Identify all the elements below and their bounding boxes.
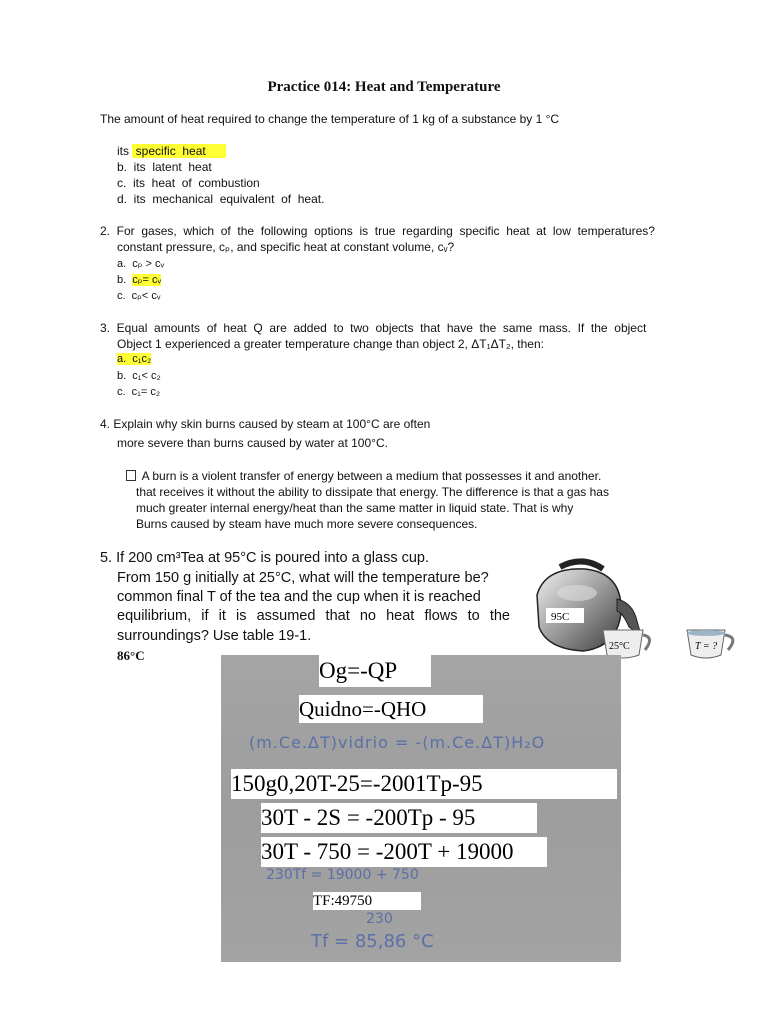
q1-option-a-prefix: its	[117, 144, 133, 158]
q1-option-d: d. its mechanical equivalent of heat.	[117, 192, 325, 206]
q4-answer-line1-text: A burn is a violent transfer of energy between a medium that possesses it and another.	[139, 469, 602, 483]
work-box-2: Quidno=-QHO	[299, 695, 483, 723]
q5-line2: From 150 g initially at 25°C, what will the temperature be?	[117, 570, 489, 586]
q4-answer-line4: Burns caused by steam have much more severe consequences.	[136, 517, 478, 531]
q5-line3: common final T of the tea and the cup when it is reached	[117, 589, 481, 605]
q3-line1: 3. Equal amounts of heat Q are added to two objects that have the same mass. If the object	[100, 321, 647, 335]
work-handwritten-2: 230Tf = 19000 + 750	[266, 867, 419, 883]
q4-answer-line1	[126, 469, 601, 483]
q5-answer: 86°C	[117, 648, 145, 663]
q3-option-a-highlight: a. c₁c₂	[117, 353, 152, 365]
work-handwritten-1: (m.Ce.ΔT)vidrio = -(m.Ce.ΔT)H₂O	[249, 733, 546, 752]
q1-option-a-highlight: specific heat	[132, 144, 226, 158]
handwritten-work-photo	[221, 655, 621, 962]
q1-option-c: c. its heat of combustion	[117, 176, 260, 190]
q2-line1: 2. For gases, which of the following options is true regarding specific heat at low temperatures?	[100, 224, 655, 238]
q5-line5: surroundings? Use table 19-1.	[117, 628, 312, 644]
q1-option-b: b. its latent heat	[117, 160, 212, 174]
work-box-5: 30T - 750 = -200T + 19000	[261, 837, 547, 867]
kettle-cups-illustration	[525, 555, 765, 670]
q2-option-b	[117, 273, 161, 286]
q4-line2: more severe than burns caused by water at 100°C.	[117, 436, 388, 450]
work-box-1: Og=-QP	[319, 655, 431, 687]
q3-option-a	[117, 353, 151, 365]
work-box-3: 150g0,20T-25=-2001Tp-95	[231, 769, 617, 799]
cup-start-label: 25°C	[609, 641, 630, 652]
page-title: Practice 014: Heat and Temperature	[267, 79, 501, 95]
bullet-box-icon	[126, 470, 136, 481]
q2-option-c: c. cₚ< cᵥ	[117, 290, 161, 302]
q4-line1: 4. Explain why skin burns caused by steam at 100°C are often	[100, 417, 431, 431]
work-handwritten-3: 230	[366, 911, 393, 927]
q5-line1: 5. If 200 cm³Tea at 95°C is poured into a glass cup.	[100, 550, 430, 566]
q1-stem: The amount of heat required to change the temperature of 1 kg of a substance by 1 °C	[100, 112, 560, 126]
q2-option-b-prefix: b.	[117, 274, 133, 286]
q3-line2: Object 1 experienced a greater temperature change than object 2, ΔT₁ΔT₂, then:	[117, 337, 544, 351]
work-box-4: 30T - 2S = -200Tp - 95	[261, 803, 537, 833]
q5-line4: equilibrium, if it is assumed that no heat flows to the	[117, 608, 510, 624]
q2-option-a: a. cₚ > cᵥ	[117, 258, 165, 270]
q4-answer-line2: that receives it without the ability to dissipate that energy. The difference is that a gas has	[136, 485, 609, 499]
q1-option-a	[117, 144, 226, 158]
work-handwritten-4: Tf = 85,86 °C	[311, 931, 434, 952]
kettle-label: 95C	[551, 611, 570, 623]
q2-option-b-highlight: cₚ= cᵥ	[132, 274, 162, 286]
q3-option-b: b. c₁< c₂	[117, 370, 161, 382]
q3-option-c: c. c₁= c₂	[117, 386, 161, 398]
work-box-6: TF:49750	[313, 892, 421, 910]
q4-answer-line3: much greater internal energy/heat than the same matter in liquid state. That is why	[136, 501, 574, 515]
q2-line2: constant pressure, cₚ, and specific heat at constant volume, cᵥ?	[117, 240, 455, 254]
cup-result-label: T = ?	[695, 641, 718, 652]
